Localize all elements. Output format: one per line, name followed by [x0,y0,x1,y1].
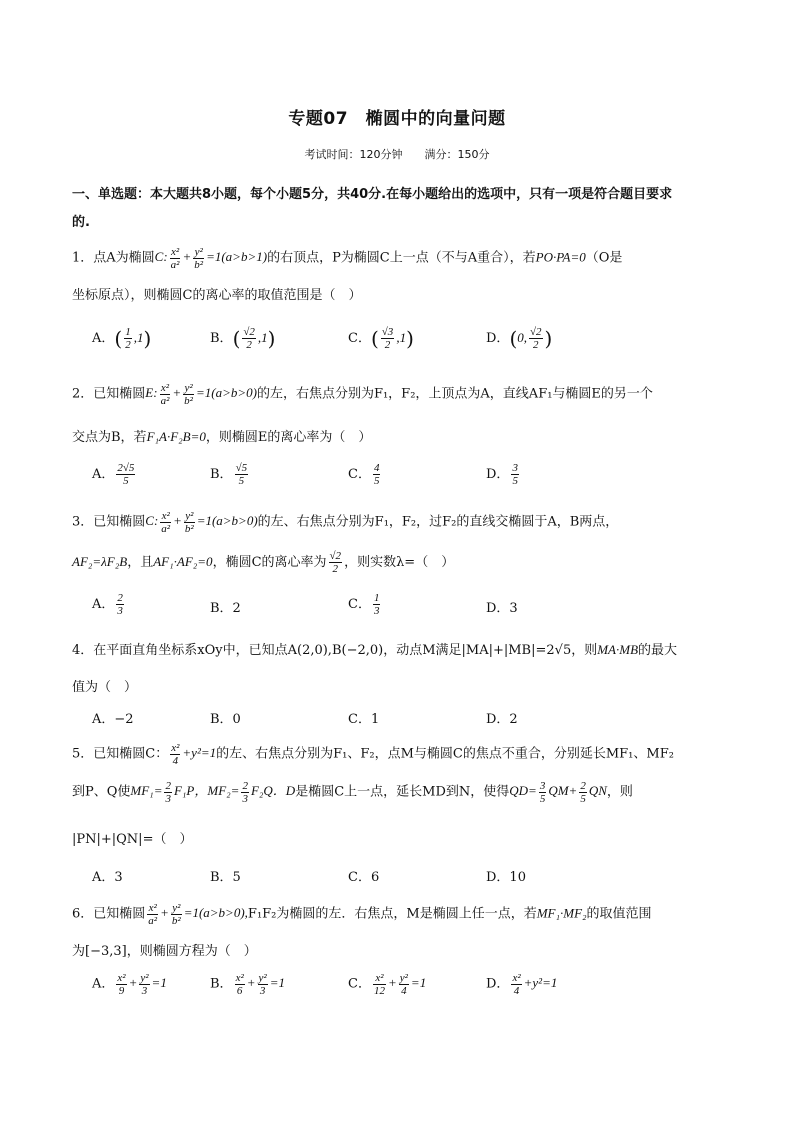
q4-option-b[interactable]: B．0 [210,712,241,727]
q6-option-a[interactable]: A． $\frac{\text{x²}}{9}$ + $\frac{\text{y²}}{3}$ =1 [92,972,167,997]
question-4-cont: 值为（ ） [72,680,138,695]
q5-vector-eq-2: QD= $\frac{3}{5}$ QM+ $\frac{2}{5}$ QN [509,780,607,805]
q2-vector-eq: F₁A·F₂B=0 [146,429,206,444]
q2-text-c: 交点为B，若 [72,430,147,445]
q6-ellipse-eq: $\frac{\text{x²}}{\text{a²}}$ + $\frac{\text{y²}}{\text{b²}}$ =1(a>b>0), [148,902,248,927]
q1-option-c[interactable]: C．( $\frac{√3}{2}$ ,1) [348,326,414,351]
q6-text-c: 的取值范围 [586,906,652,922]
q1-option-a[interactable]: A．( $\frac{1}{2}$ ,1) [92,326,152,351]
question-5-cont [72,780,722,805]
q4-text-b: 的最大 [638,643,678,658]
q5-option-a[interactable]: A．3 [92,870,123,885]
q6-option-d[interactable]: D． $\frac{\text{x²}}{4}$ +y²=1 [486,972,558,997]
q5-ellipse-eq: $\frac{\text{x²}}{4}$ +y²=1 [171,742,217,767]
q6-option-c[interactable]: C． $\frac{\text{x²}}{12}$ + $\frac{\text{y²}}{4}$ =1 [348,972,427,997]
q3-vector-eq-1: AF₂=λF₂B [72,554,128,569]
q4-option-c[interactable]: C．1 [348,712,380,727]
q4-vector-eq: MA·MB [597,642,639,657]
q2-ellipse-eq: E: $\frac{\text{x²}}{\text{a²}}$ + $\frac{\text{y²}}{\text{b²}}$ =1(a>b>0) [145,382,257,407]
q6-option-b[interactable]: B． $\frac{\text{x²}}{6}$ + $\frac{\text{y²}}{3}$ =1 [210,972,285,997]
q3-text-e: ，则实数λ=（ ） [344,555,455,570]
q1-option-d[interactable]: D．(0, $\frac{√2}{2}$ ) [486,326,553,351]
question-5-cont-2: |PN|+|QN|=（ ） [72,832,193,847]
question-6-cont: 为[−3,3]，则椭圆方程为（ ） [72,944,257,959]
q2-option-d[interactable]: D． $\frac{3}{5}$ [486,462,518,487]
q3-option-b[interactable]: B．2 [210,601,241,616]
q5-option-d[interactable]: D．10 [486,870,526,885]
question-5 [72,742,722,767]
q1-vector-eq: PO·PA=0 [535,249,586,265]
q1-ellipse-eq: C: $\frac{\text{x²}}{\text{a²}}$ + $\frac{\text{y²}}{\text{b²}}$ =1(a>b>1) [154,246,268,271]
q4-option-a[interactable]: A．−2 [92,712,134,727]
q6-text-a: 6．已知椭圆 [72,906,146,922]
q2-option-c[interactable]: C． $\frac{4}{5}$ [348,462,380,487]
question-6 [72,902,722,927]
q6-vector-eq: MF₁·MF₂ [536,905,587,921]
q3-text-b: 的左、右焦点分别为F₁，F₂，过F₂的直线交椭圆于A，B两点， [257,514,619,530]
q5-text-e: ，则 [606,784,633,800]
question-4 [72,639,722,658]
q5-option-b[interactable]: B．5 [210,870,241,885]
question-3 [72,510,722,535]
q5-text-a: 5．已知椭圆C： [72,746,169,762]
section-heading: 一、单选题：本大题共8小题，每个小题5分，共40分.在每小题给出的选项中，只有一项是符合题目要求 [72,187,673,202]
q1-text-c: （O是 [585,250,623,266]
exam-meta: 考试时间：120分钟 满分：150分 [304,148,490,161]
question-3-cont: AF₂=λF₂B，且AF₁·AF₂=0，椭圆C的离心率为 $\frac{√2}{2}$ ，则实数λ=（ ） [72,550,455,575]
q5-text-b: 的左、右焦点分别为F₁、F₂，点M与椭圆C的焦点不重合，分别延长MF₁、MF₂ [216,746,674,762]
q3-text-d: ，椭圆C的离心率为 [212,555,327,570]
question-1 [72,246,722,271]
page-title: 专题07 椭圆中的向量问题 [288,109,506,129]
q5-option-c[interactable]: C．6 [348,870,380,885]
q5-text-d: 是椭圆C上一点，延长MD到N，使得 [295,784,510,800]
q6-text-b: F₁F₂为椭圆的左．右焦点，M是椭圆上任一点，若 [247,906,537,922]
q2-text-a: 2．已知椭圆 [72,386,146,402]
q2-option-b[interactable]: B． $\frac{√5}{5}$ [210,462,248,487]
q1-option-b[interactable]: B．( $\frac{√2}{2}$ ,1) [210,326,276,351]
question-1-cont: 坐标原点），则椭圆C的离心率的取值范围是（ ） [72,288,362,303]
q5-text-c: 到P、Q使 [72,784,131,800]
section-heading-cont: 的. [72,215,90,230]
q5-vector-eq-1: MF₁= $\frac{2}{3}$ F₁P，MF₂= $\frac{2}{3}$ F₂Q．D [130,780,296,805]
q1-text-a: 1．点A为椭圆 [72,250,155,266]
q3-text-a: 3．已知椭圆 [72,514,146,530]
q3-option-a[interactable]: A． $\frac{2}{3}$ [92,592,123,617]
q2-text-d: ，则椭圆E的离心率为（ ） [205,430,372,445]
q4-text-a: 4．在平面直角坐标系xOy中，已知点A(2,0),B(−2,0)，动点M满足|MA|+|MB|=2√5，则 [72,643,598,658]
q3-text-c: ，且 [127,555,154,570]
q2-text-b: 的左，右焦点分别为F₁，F₂，上顶点为A，直线AF₁与椭圆E的另一个 [256,386,653,402]
question-2-cont [72,426,722,445]
q3-ellipse-eq: C: $\frac{\text{x²}}{\text{a²}}$ + $\frac{\text{y²}}{\text{b²}}$ =1(a>b>0) [145,510,258,535]
q3-option-d[interactable]: D．3 [486,601,518,616]
q1-text-b: 的右顶点，P为椭圆C上一点（不与A重合），若 [267,250,536,266]
question-2 [72,382,722,407]
q3-vector-eq-2: AF₁·AF₂=0 [153,554,213,569]
q4-option-d[interactable]: D．2 [486,712,518,727]
q3-option-c[interactable]: C． $\frac{1}{3}$ [348,592,380,617]
q2-option-a[interactable]: A． $\frac{2√5}{5}$ [92,462,135,487]
